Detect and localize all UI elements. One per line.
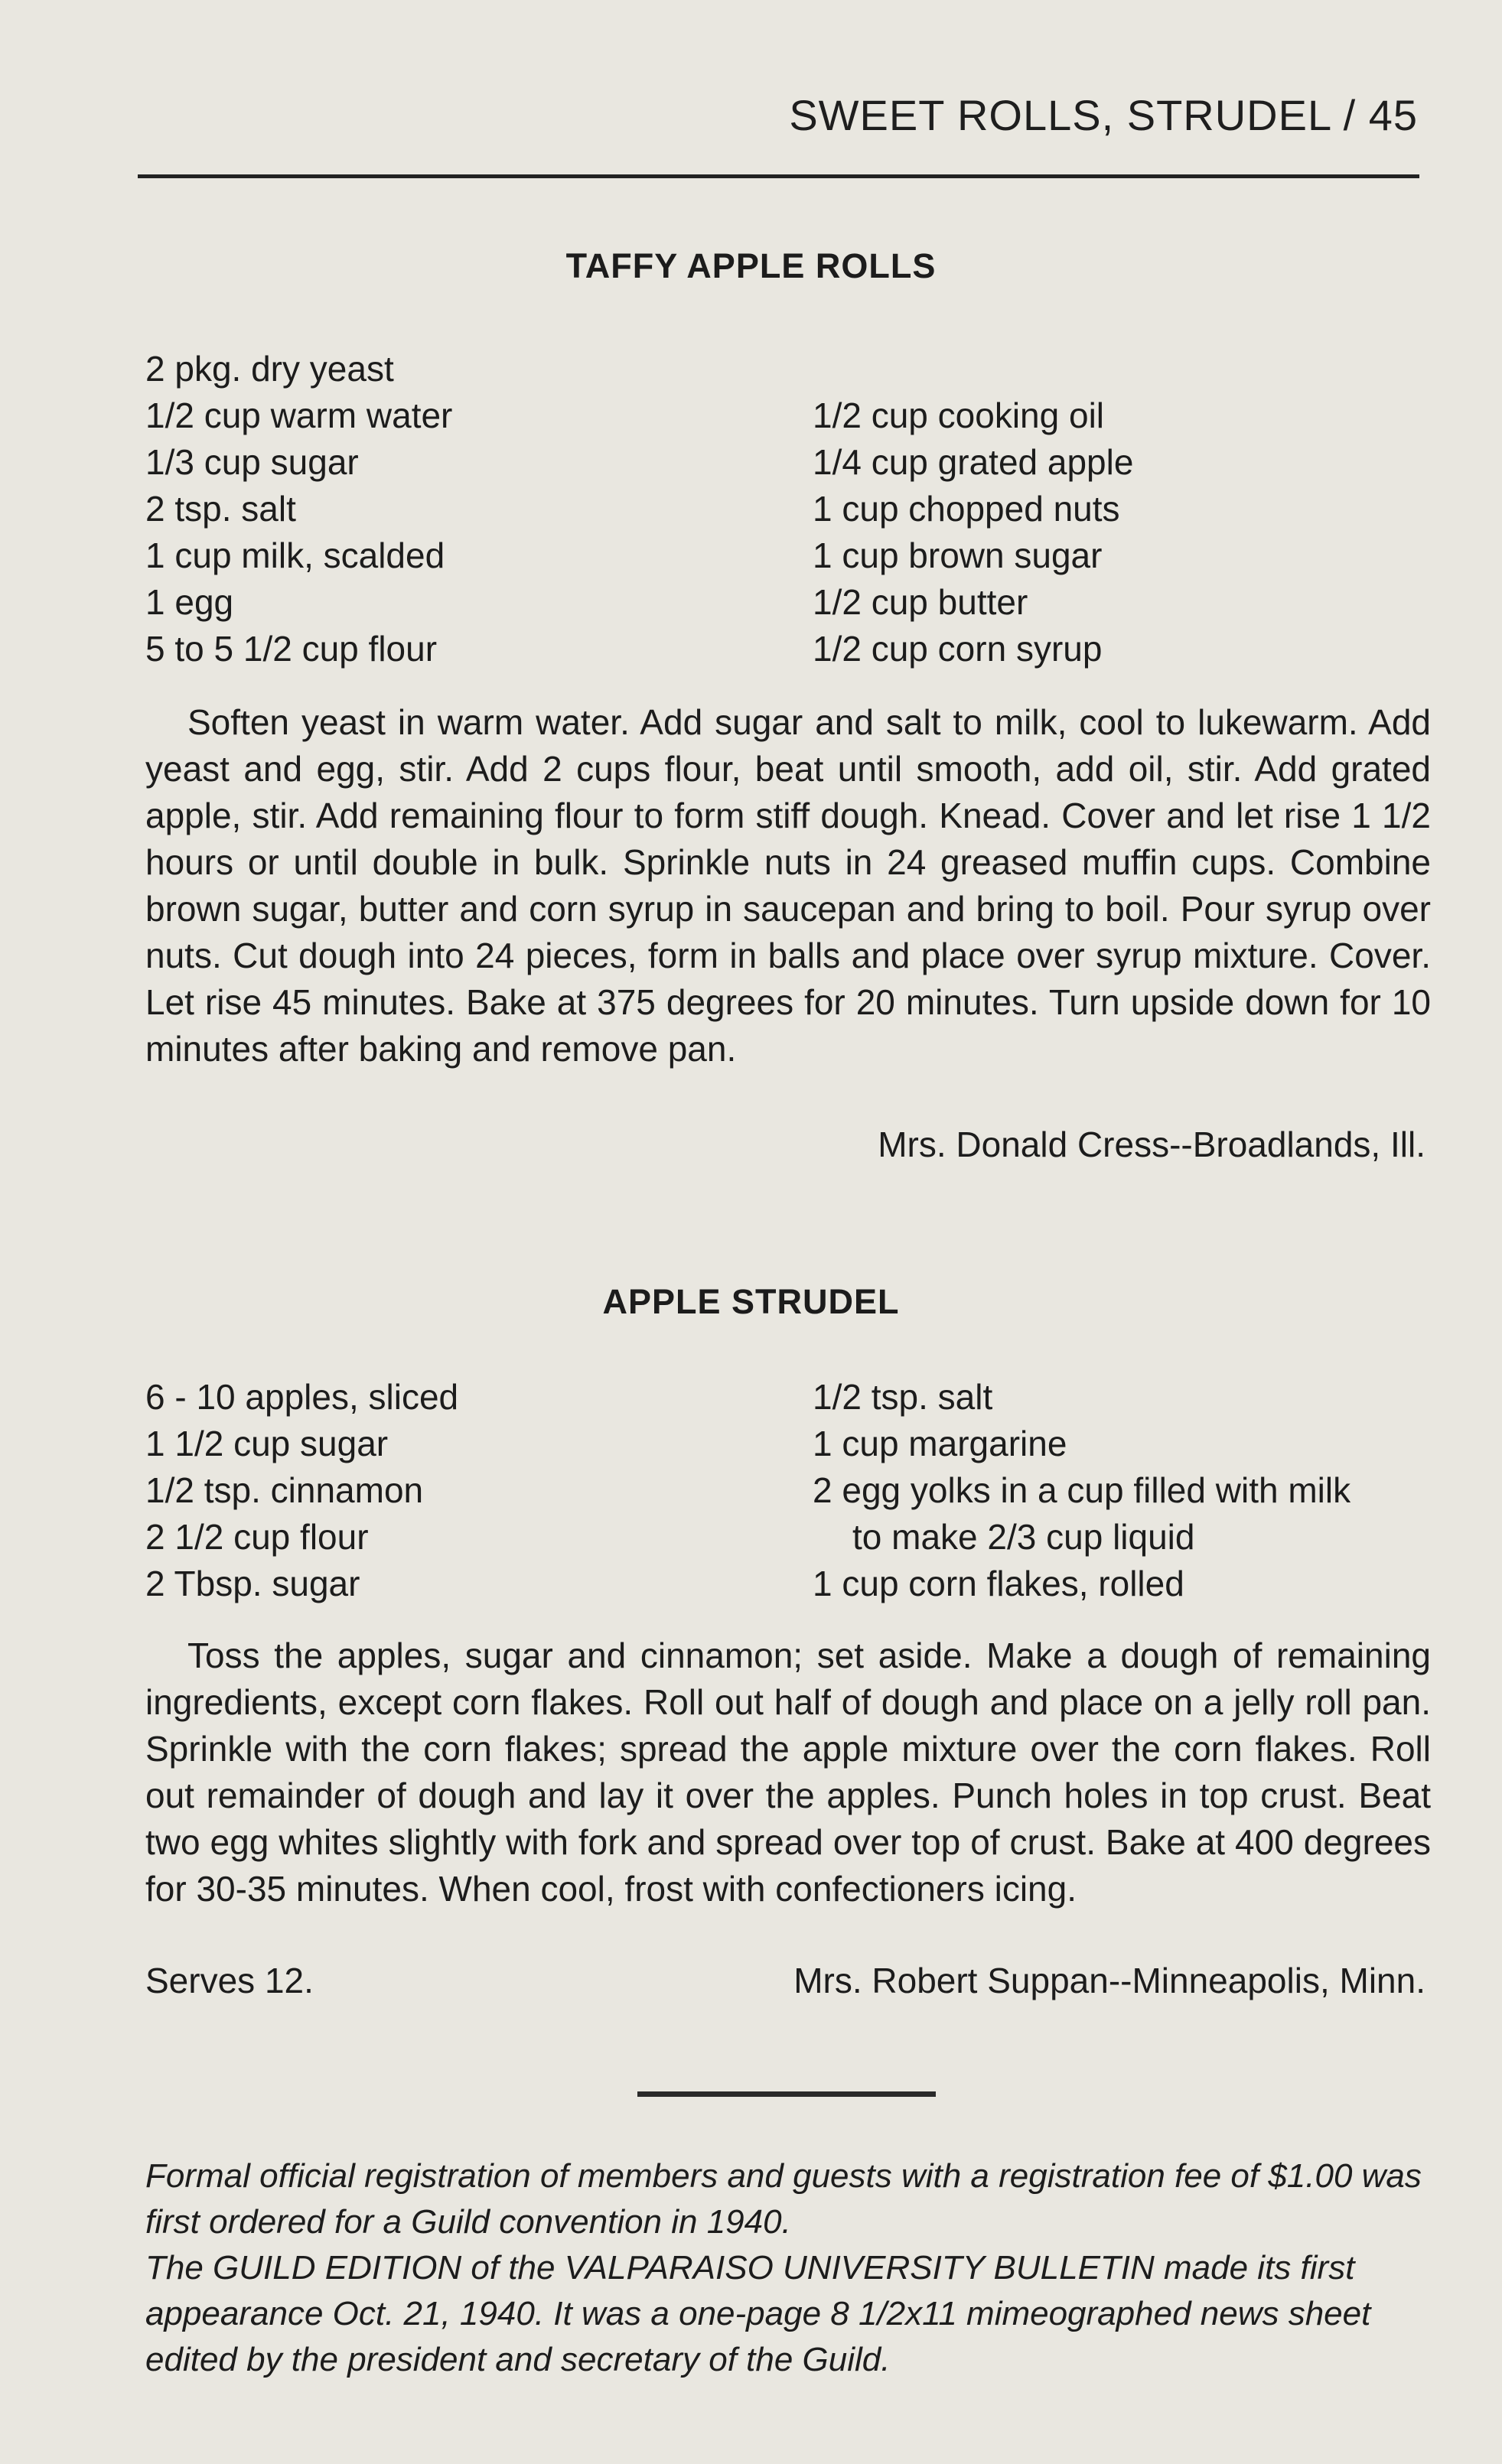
ingredient: 1 cup margarine — [813, 1424, 1067, 1463]
ingredient: 2 pkg. dry yeast — [145, 349, 394, 389]
ingredients-left-column — [145, 1374, 458, 1607]
ingredient: 1/2 cup cooking oil — [813, 395, 1105, 435]
ingredients-left-column — [145, 346, 452, 672]
header-rule — [138, 174, 1419, 178]
ingredient: 2 egg yolks in a cup filled with milk — [813, 1470, 1351, 1510]
ingredient: 1 egg — [145, 582, 234, 622]
note-paragraph: Formal official registration of members and guests with a registration fee of $1.00 was first ordered for a Guild convention in 1940. — [145, 2157, 1422, 2241]
ingredient: 1/2 cup warm water — [145, 395, 453, 435]
recipe-title-taffy-apple-rolls: TAFFY APPLE ROLLS — [565, 246, 937, 285]
ingredient: 1 cup brown sugar — [813, 535, 1103, 575]
directions-text: Soften yeast in warm water. Add sugar and salt to milk, cool to lukewarm. Add yeast and egg, stir. Add 2 cups flour, beat until smooth, add oil, stir. Add grated apple, stir. Add remaining flour to form stiff dough. Knead. Cover and let rise 1 1/2 hours or until double in bulk. Sprinkle nuts in 24 greased muffin cups. Combine brown sugar, butter and corn syrup in saucepan and bring to boil. Pour syrup over nuts. Cut dough into 24 pieces, form in balls and place over syrup mixture. Cover. Let rise 45 minutes. Bake at 375 degrees for 20 minutes. Turn upside down for 10 minutes after baking and remove pan. — [145, 702, 1431, 1069]
ingredient: 1 1/2 cup sugar — [145, 1424, 389, 1463]
section-divider — [637, 2091, 936, 2097]
ingredient-continuation: to make 2/3 cup liquid — [852, 1517, 1195, 1557]
ingredient: 1/2 cup corn syrup — [813, 629, 1103, 669]
recipe-title-apple-strudel: APPLE STRUDEL — [602, 1282, 900, 1321]
directions-text: Toss the apples, sugar and cinnamon; set aside. Make a dough of remaining ingredients, except corn flakes. Roll out half of dough and place on a jelly roll pan. Sprinkle with the corn flakes; spread the apple mixture over the corn flakes. Roll out remainder of dough and lay it over the apples. Punch holes in top crust. Beat two egg whites slightly with fork and spread over top of crust. Bake at 400 degrees for 30-35 minutes. When cool, frost with confectioners icing. — [145, 1636, 1431, 1909]
ingredient: 2 Tbsp. sugar — [145, 1564, 360, 1603]
ingredient: 1 cup milk, scalded — [145, 535, 445, 575]
recipe-credit: Mrs. Donald Cress--Broadlands, Ill. — [878, 1125, 1425, 1164]
ingredient: 5 to 5 1/2 cup flour — [145, 629, 438, 669]
ingredient: 1/4 cup grated apple — [813, 442, 1134, 482]
ingredient: 1/2 tsp. salt — [813, 1377, 993, 1417]
ingredient: 1/3 cup sugar — [145, 442, 359, 482]
recipe-serves: Serves 12. — [145, 1961, 314, 2000]
recipe-credit: Mrs. Robert Suppan--Minneapolis, Minn. — [793, 1961, 1425, 2000]
note-paragraph: The GUILD EDITION of the VALPARAISO UNIVERSITY BULLETIN made its first appearance Oct. 21, 1940. It was a one-page 8 1/2x11 mimeographed news sheet edited by the president and secretary of the Guild. — [145, 2249, 1371, 2378]
running-head: SWEET ROLLS, STRUDEL / 45 — [789, 91, 1418, 139]
ingredient: 2 1/2 cup flour — [145, 1517, 369, 1557]
ingredient: 2 tsp. salt — [145, 489, 296, 529]
recipe-directions — [145, 699, 1431, 1073]
recipe-directions — [145, 1632, 1431, 1912]
ingredient: 1/2 cup butter — [813, 582, 1028, 622]
ingredient: 1 cup corn flakes, rolled — [813, 1564, 1184, 1603]
ingredients-right-column — [813, 392, 1133, 672]
historical-note — [145, 2153, 1431, 2383]
ingredients-right-column — [813, 1374, 1350, 1607]
ingredient: 1/2 tsp. cinnamon — [145, 1470, 424, 1510]
ingredient: 1 cup chopped nuts — [813, 489, 1120, 529]
ingredient: 6 - 10 apples, sliced — [145, 1377, 459, 1417]
